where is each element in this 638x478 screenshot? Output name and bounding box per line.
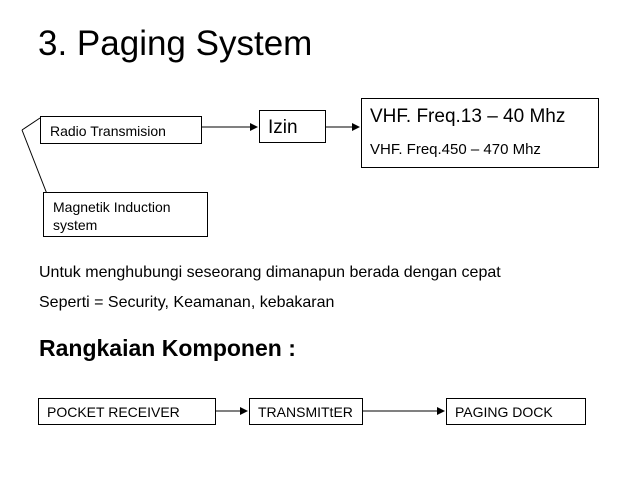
radio-transmision-box <box>40 116 202 144</box>
paging-dock-box <box>446 398 586 425</box>
body-text-line-1: Untuk menghubungi seseorang dimanapun berada dengan cepat <box>39 264 501 281</box>
transmitter-label: TRANSMITtER <box>258 404 353 420</box>
pocket-receiver-label: POCKET RECEIVER <box>47 404 180 420</box>
section-subtitle: Rangkaian Komponen : <box>39 335 296 361</box>
bracket-line-top <box>22 118 40 130</box>
slide-title: 3. Paging System <box>38 24 313 63</box>
vhf-frequency-high: VHF. Freq.450 – 470 Mhz <box>370 141 541 158</box>
magnetik-induction-box <box>43 192 208 237</box>
radio-transmision-label: Radio Transmision <box>50 123 166 139</box>
transmitter-box <box>249 398 363 425</box>
paging-dock-label: PAGING DOCK <box>455 404 553 420</box>
body-text-line-2: Seperti = Security, Keamanan, kebakaran <box>39 294 335 311</box>
izin-label: Izin <box>268 117 298 138</box>
vhf-frequency-box <box>361 98 599 168</box>
izin-box <box>259 110 326 143</box>
vhf-frequency-low: VHF. Freq.13 – 40 Mhz <box>370 106 566 127</box>
magnetik-induction-label: Magnetik Induction system <box>53 199 171 233</box>
pocket-receiver-box <box>38 398 216 425</box>
